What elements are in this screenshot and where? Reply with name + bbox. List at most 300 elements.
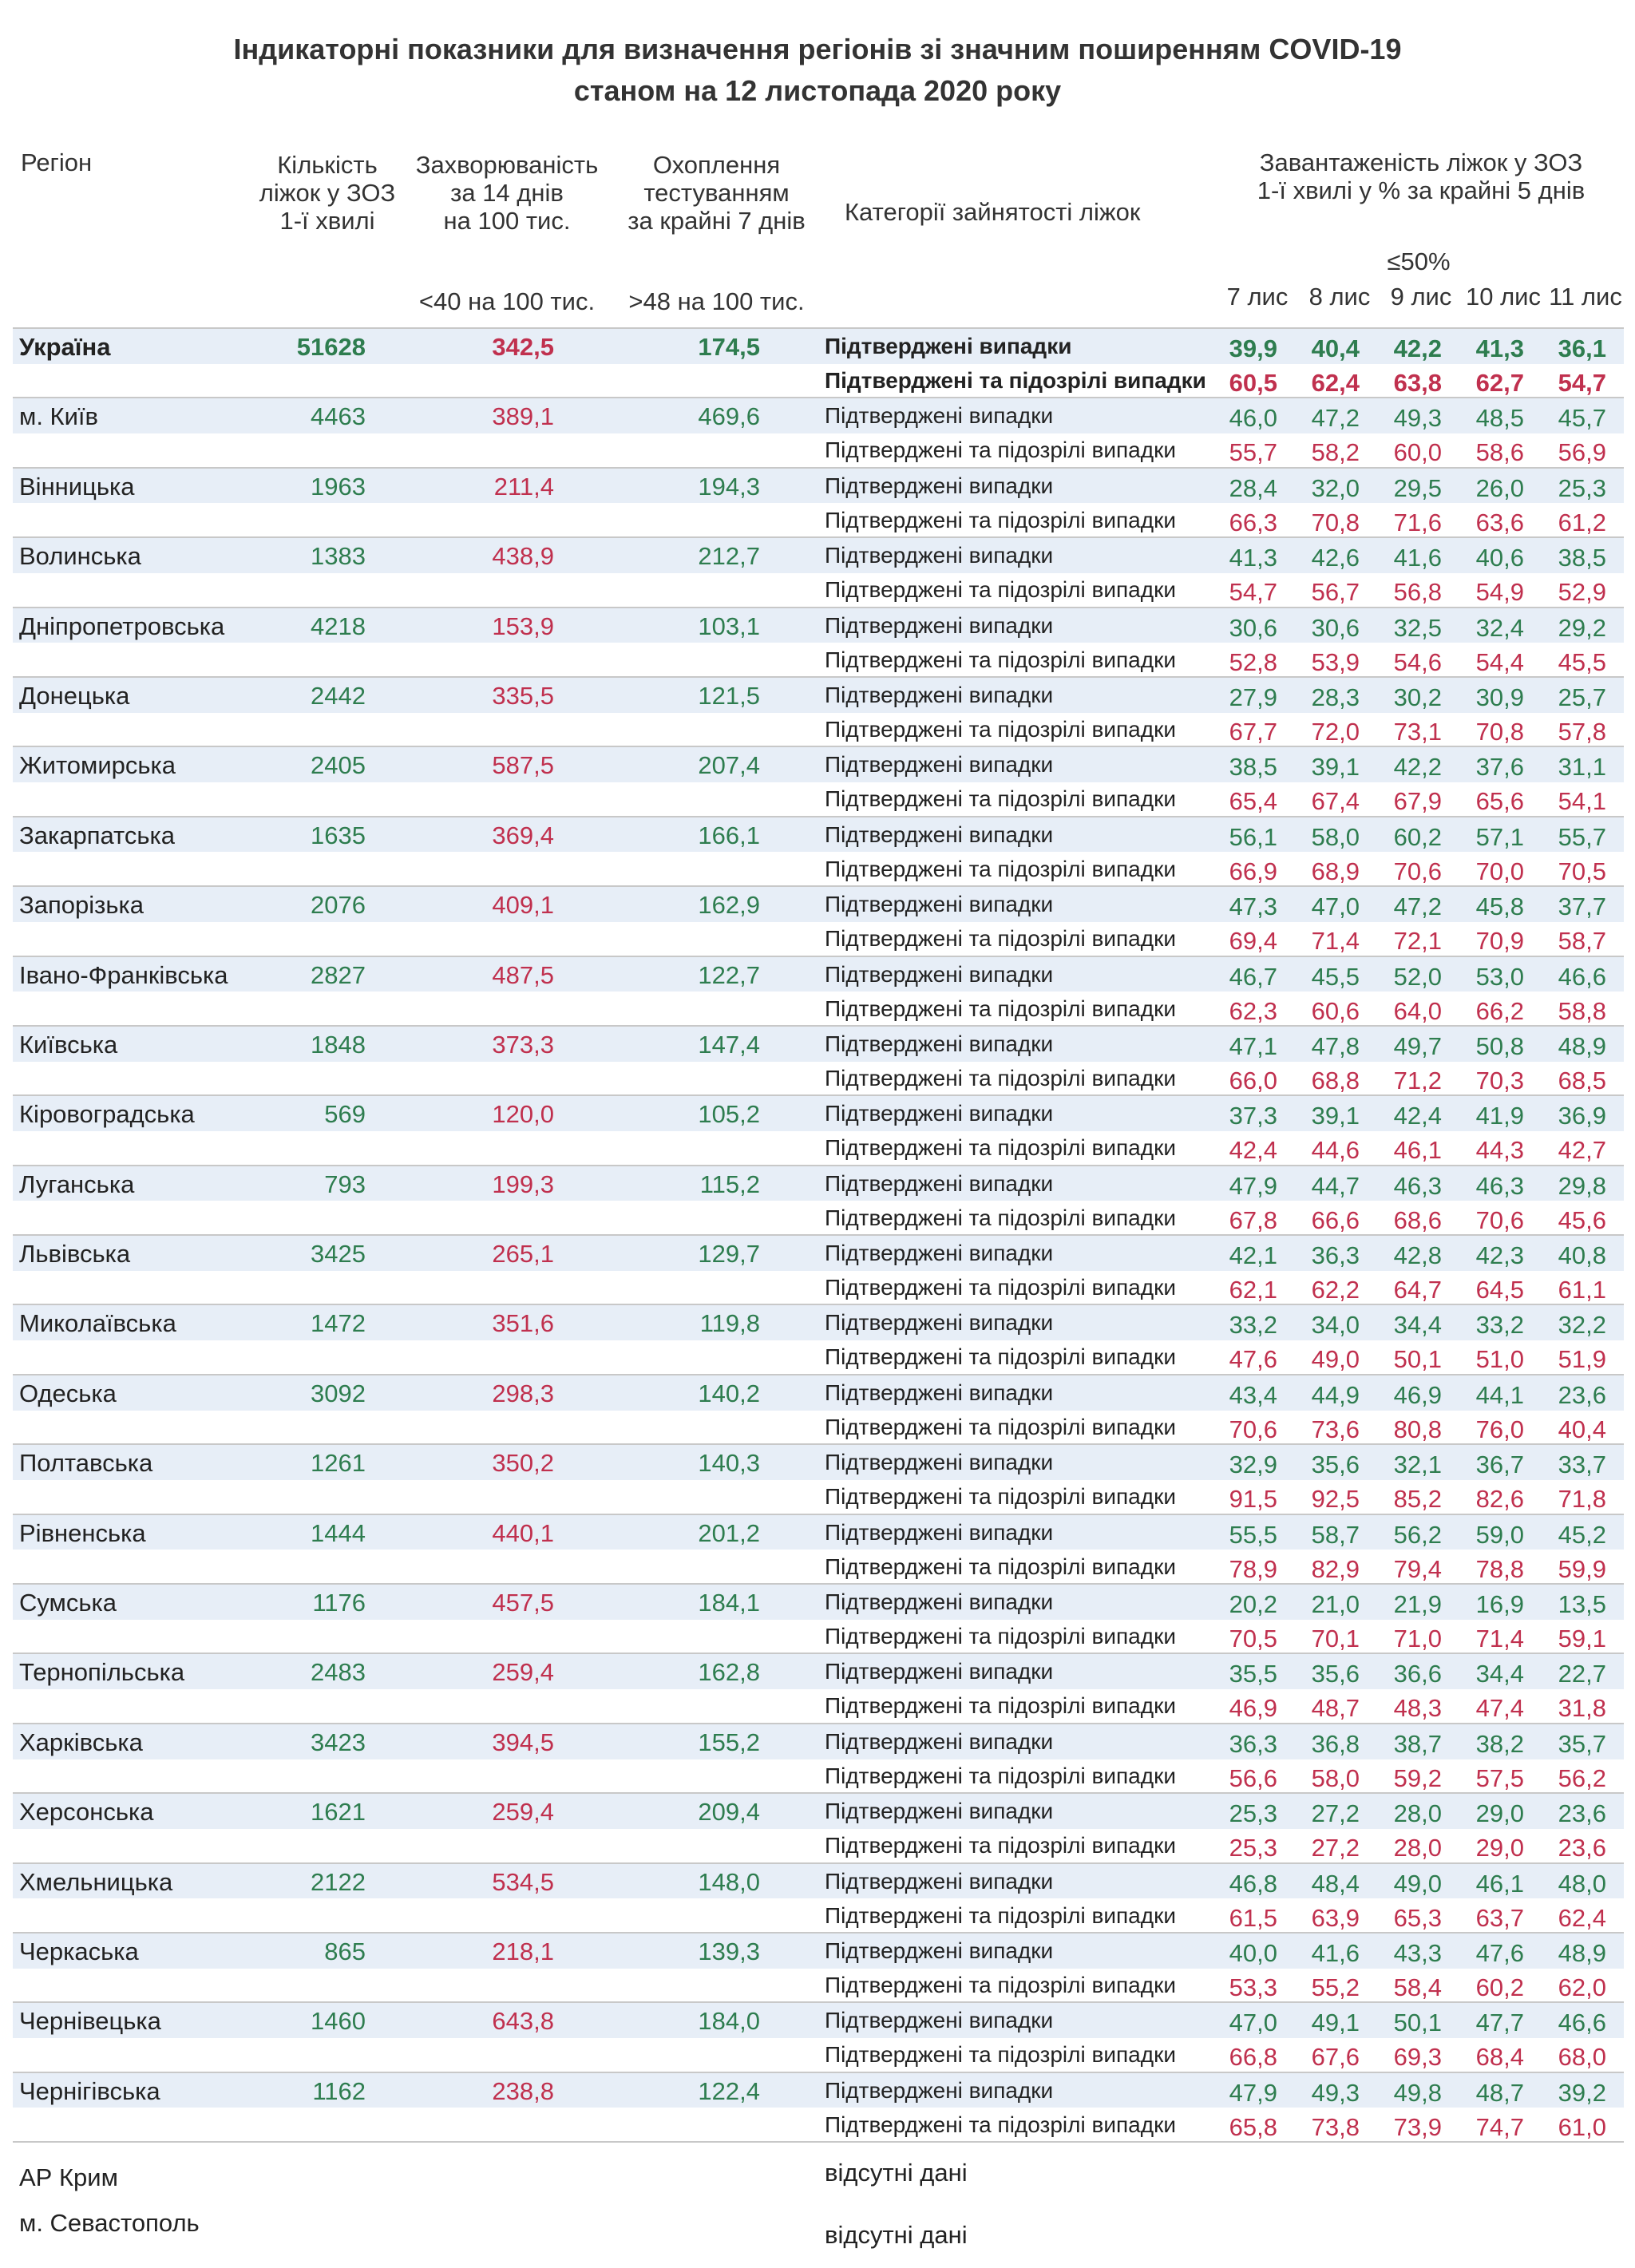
occupancy-suspected-value: 74,7 [1475, 2112, 1524, 2141]
beds-count: 2483 [311, 1658, 366, 1687]
region-name: Кіровоградська [19, 1100, 195, 1129]
occupancy-confirmed-value: 46,6 [1558, 2009, 1606, 2037]
occupancy-confirmed-value: 32,2 [1558, 1311, 1606, 1340]
occupancy-suspected-value: 69,4 [1229, 927, 1277, 956]
occupancy-confirmed-value: 48,0 [1558, 1869, 1606, 1898]
occupancy-confirmed-value: 48,9 [1558, 1031, 1606, 1060]
category-confirmed: Підтверджені випадки [825, 334, 1072, 358]
occupancy-suspected-value: 61,1 [1558, 1276, 1606, 1304]
category-confirmed-suspected: Підтверджені та підозрілі випадки [825, 1833, 1176, 1858]
category-confirmed-suspected: Підтверджені та підозрілі випадки [825, 786, 1176, 812]
occupancy-suspected-value: 44,3 [1475, 1136, 1524, 1165]
occupancy-confirmed-value: 36,9 [1558, 1102, 1606, 1130]
header-testing: Охоплення тестуванням за крайні 7 днів [627, 151, 806, 235]
occupancy-suspected-value: 91,5 [1229, 1485, 1277, 1514]
occupancy-confirmed-value: 42,3 [1475, 1241, 1524, 1270]
occupancy-confirmed-value: 47,0 [1311, 893, 1360, 921]
occupancy-confirmed-value: 21,9 [1393, 1590, 1442, 1619]
occupancy-confirmed-value: 42,8 [1393, 1241, 1442, 1270]
occupancy-suspected-value: 23,6 [1558, 1834, 1606, 1862]
occupancy-confirmed-value: 32,5 [1393, 613, 1442, 642]
occupancy-suspected-value: 78,9 [1229, 1554, 1277, 1583]
occupancy-confirmed-value: 38,5 [1229, 753, 1277, 782]
occupancy-confirmed-value: 31,1 [1558, 753, 1606, 782]
region-name: Одеська [19, 1379, 117, 1407]
category-confirmed: Підтверджені випадки [825, 2008, 1054, 2033]
occupancy-suspected-value: 65,3 [1393, 1903, 1442, 1932]
category-confirmed: Підтверджені випадки [825, 1379, 1054, 1405]
table-row [13, 1792, 1624, 1862]
occupancy-suspected-value: 54,6 [1393, 647, 1442, 676]
testing-value: 105,2 [698, 1100, 760, 1129]
occupancy-suspected-value: 64,7 [1393, 1276, 1442, 1304]
occupancy-suspected-value: 72,1 [1393, 927, 1442, 956]
table-row [13, 885, 1624, 955]
beds-count: 3092 [311, 1379, 366, 1407]
occupancy-suspected-value: 70,5 [1229, 1625, 1277, 1653]
occupancy-confirmed-value: 46,3 [1393, 1171, 1442, 1200]
occupancy-confirmed-value: 25,3 [1558, 473, 1606, 502]
category-confirmed-suspected: Підтверджені та підозрілі випадки [825, 1484, 1176, 1510]
occupancy-suspected-value: 58,8 [1558, 996, 1606, 1025]
incidence-value: 409,1 [492, 891, 554, 920]
category-confirmed-suspected: Підтверджені та підозрілі випадки [825, 856, 1176, 881]
testing-value: 155,2 [698, 1728, 760, 1756]
occupancy-suspected-value: 27,2 [1311, 1834, 1360, 1862]
occupancy-suspected-value: 59,1 [1558, 1625, 1606, 1653]
category-confirmed: Підтверджені випадки [825, 612, 1054, 638]
category-confirmed: Підтверджені випадки [825, 403, 1054, 429]
table-row [13, 956, 1624, 1025]
beds-count: 569 [324, 1100, 366, 1129]
occupancy-suspected-value: 63,9 [1311, 1903, 1360, 1932]
occupancy-suspected-value: 60,6 [1311, 996, 1360, 1025]
table-row [13, 1932, 1624, 2001]
header-beds: Кількість ліжок у ЗОЗ 1-ї хвилі [259, 151, 396, 235]
occupancy-confirmed-value: 48,7 [1475, 2078, 1524, 2107]
occupancy-suspected-value: 48,7 [1311, 1694, 1360, 1723]
occupancy-confirmed-value: 50,1 [1393, 2009, 1442, 2037]
occupancy-confirmed-value: 34,4 [1393, 1311, 1442, 1340]
occupancy-suspected-value: 67,7 [1229, 717, 1277, 746]
testing-value: 140,3 [698, 1449, 760, 1478]
testing-value: 129,7 [698, 1240, 760, 1269]
occupancy-confirmed-value: 47,8 [1311, 1031, 1360, 1060]
testing-value: 139,3 [698, 1937, 760, 1965]
occupancy-confirmed-value: 28,4 [1229, 473, 1277, 502]
occupancy-suspected-value: 73,6 [1311, 1415, 1360, 1443]
region-name: Київська [19, 1030, 118, 1059]
region-name: Рівненська [19, 1518, 146, 1547]
category-confirmed-suspected: Підтверджені та підозрілі випадки [825, 1902, 1176, 1928]
footer-note-sevastopol: відсутні дані [825, 2221, 968, 2250]
incidence-value: 369,4 [492, 821, 554, 849]
occupancy-confirmed-value: 41,6 [1393, 544, 1442, 572]
occupancy-confirmed-value: 35,5 [1229, 1660, 1277, 1688]
occupancy-suspected-value: 62,4 [1558, 1903, 1606, 1932]
occupancy-confirmed-value: 60,2 [1393, 822, 1442, 851]
incidence-value: 218,1 [492, 1937, 554, 1965]
occupancy-confirmed-value: 47,3 [1229, 893, 1277, 921]
occupancy-confirmed-value: 35,6 [1311, 1451, 1360, 1479]
occupancy-suspected-value: 71,8 [1558, 1485, 1606, 1514]
occupancy-suspected-value: 54,7 [1558, 369, 1606, 397]
occupancy-confirmed-value: 48,4 [1311, 1869, 1360, 1898]
occupancy-confirmed-value: 48,5 [1475, 404, 1524, 433]
incidence-value: 350,2 [492, 1449, 554, 1478]
category-confirmed-suspected: Підтверджені та підозрілі випадки [825, 1693, 1176, 1719]
occupancy-suspected-value: 82,9 [1311, 1554, 1360, 1583]
occupancy-confirmed-value: 30,9 [1475, 683, 1524, 711]
occupancy-suspected-value: 40,4 [1558, 1415, 1606, 1443]
region-name: Луганська [19, 1170, 135, 1198]
incidence-value: 487,5 [492, 960, 554, 989]
occupancy-suspected-value: 66,8 [1229, 2043, 1277, 2072]
occupancy-confirmed-value: 52,0 [1393, 962, 1442, 991]
occupancy-confirmed-value: 36,8 [1311, 1729, 1360, 1758]
category-confirmed: Підтверджені випадки [825, 1728, 1054, 1754]
occupancy-confirmed-value: 21,0 [1311, 1590, 1360, 1619]
occupancy-suspected-value: 65,8 [1229, 2112, 1277, 2141]
occupancy-suspected-value: 55,2 [1311, 1973, 1360, 2001]
occupancy-suspected-value: 63,8 [1393, 369, 1442, 397]
category-confirmed-suspected: Підтверджені та підозрілі випадки [825, 437, 1176, 463]
occupancy-suspected-value: 79,4 [1393, 1554, 1442, 1583]
occupancy-confirmed-value: 58,0 [1311, 822, 1360, 851]
category-confirmed: Підтверджені випадки [825, 892, 1054, 917]
occupancy-suspected-value: 51,9 [1558, 1345, 1606, 1374]
occupancy-confirmed-value: 29,8 [1558, 1171, 1606, 1200]
occupancy-suspected-value: 68,5 [1558, 1066, 1606, 1094]
beds-count: 1472 [311, 1309, 366, 1338]
testing-value: 209,4 [698, 1798, 760, 1827]
occupancy-suspected-value: 65,4 [1229, 787, 1277, 816]
occupancy-confirmed-value: 30,6 [1311, 613, 1360, 642]
occupancy-suspected-value: 28,0 [1393, 1834, 1442, 1862]
occupancy-confirmed-value: 47,2 [1393, 893, 1442, 921]
occupancy-suspected-value: 58,6 [1475, 438, 1524, 467]
occupancy-confirmed-value: 23,6 [1558, 1380, 1606, 1409]
category-confirmed-suspected: Підтверджені та підозрілі випадки [825, 2042, 1176, 2068]
testing-value: 148,0 [698, 1867, 760, 1896]
category-confirmed: Підтверджені випадки [825, 752, 1054, 778]
data-table [13, 327, 1624, 2141]
occupancy-suspected-value: 68,0 [1558, 2043, 1606, 2072]
occupancy-suspected-value: 56,9 [1558, 438, 1606, 467]
occupancy-confirmed-value: 39,1 [1311, 753, 1360, 782]
table-row [13, 397, 1624, 466]
table-row [13, 1653, 1624, 1722]
region-name: Львівська [19, 1240, 131, 1269]
category-confirmed-suspected: Підтверджені та підозрілі випадки [825, 2112, 1176, 2137]
beds-count: 1635 [311, 821, 366, 849]
table-row [13, 1165, 1624, 1234]
occupancy-suspected-value: 47,4 [1475, 1694, 1524, 1723]
occupancy-confirmed-value: 47,9 [1229, 1171, 1277, 1200]
occupancy-suspected-value: 63,7 [1475, 1903, 1524, 1932]
occupancy-suspected-value: 45,6 [1558, 1205, 1606, 1234]
occupancy-confirmed-value: 45,7 [1558, 404, 1606, 433]
occupancy-suspected-value: 56,8 [1393, 578, 1442, 607]
occupancy-suspected-value: 58,7 [1558, 927, 1606, 956]
occupancy-confirmed-value: 29,2 [1558, 613, 1606, 642]
region-name: Харківська [19, 1728, 143, 1756]
header-occupancy-threshold: ≤50% [1387, 247, 1451, 275]
occupancy-suspected-value: 70,8 [1475, 717, 1524, 746]
incidence-value: 643,8 [492, 2007, 554, 2036]
incidence-value: 457,5 [492, 1589, 554, 1617]
occupancy-suspected-value: 60,2 [1475, 1973, 1524, 2001]
testing-value: 207,4 [698, 751, 760, 780]
occupancy-suspected-value: 68,9 [1311, 857, 1360, 885]
incidence-value: 351,6 [492, 1309, 554, 1338]
region-name: Івано-Франківська [19, 960, 228, 989]
occupancy-confirmed-value: 33,2 [1475, 1311, 1524, 1340]
beds-count: 4463 [311, 402, 366, 431]
occupancy-suspected-value: 47,6 [1229, 1345, 1277, 1374]
occupancy-confirmed-value: 33,7 [1558, 1451, 1606, 1479]
table-row [13, 676, 1624, 746]
region-name: Тернопільська [19, 1658, 185, 1687]
occupancy-suspected-value: 70,5 [1558, 857, 1606, 885]
beds-count: 51628 [296, 333, 366, 361]
category-confirmed-suspected: Підтверджені та підозрілі випадки [825, 995, 1176, 1021]
occupancy-suspected-value: 59,2 [1393, 1763, 1442, 1792]
category-confirmed: Підтверджені випадки [825, 821, 1054, 847]
occupancy-suspected-value: 56,7 [1311, 578, 1360, 607]
occupancy-suspected-value: 67,8 [1229, 1205, 1277, 1234]
occupancy-suspected-value: 29,0 [1475, 1834, 1524, 1862]
occupancy-suspected-value: 48,3 [1393, 1694, 1442, 1723]
occupancy-confirmed-value: 43,3 [1393, 1938, 1442, 1967]
category-confirmed-suspected: Підтверджені та підозрілі випадки [825, 1065, 1176, 1090]
incidence-value: 534,5 [492, 1867, 554, 1896]
table-row [13, 1583, 1624, 1653]
occupancy-confirmed-value: 40,6 [1475, 544, 1524, 572]
footer-note-crimea: відсутні дані [825, 2159, 968, 2187]
occupancy-confirmed-value: 45,8 [1475, 893, 1524, 921]
region-name: Житомирська [19, 751, 176, 780]
occupancy-confirmed-value: 47,0 [1229, 2009, 1277, 2037]
header-day-4: 10 лис [1466, 283, 1541, 311]
occupancy-suspected-value: 58,0 [1311, 1763, 1360, 1792]
table-row [13, 1094, 1624, 1164]
incidence-value: 335,5 [492, 681, 554, 710]
occupancy-suspected-value: 78,8 [1475, 1554, 1524, 1583]
occupancy-confirmed-value: 13,5 [1558, 1590, 1606, 1619]
testing-value: 184,1 [698, 1589, 760, 1617]
table-row [13, 816, 1624, 885]
occupancy-confirmed-value: 45,5 [1311, 962, 1360, 991]
region-name: Донецька [19, 681, 130, 710]
occupancy-suspected-value: 67,6 [1311, 2043, 1360, 2072]
occupancy-confirmed-value: 46,8 [1229, 1869, 1277, 1898]
category-confirmed: Підтверджені випадки [825, 1241, 1054, 1266]
occupancy-suspected-value: 56,6 [1229, 1763, 1277, 1792]
occupancy-suspected-value: 54,4 [1475, 647, 1524, 676]
occupancy-confirmed-value: 33,2 [1229, 1311, 1277, 1340]
occupancy-confirmed-value: 41,3 [1229, 544, 1277, 572]
category-confirmed: Підтверджені випадки [825, 473, 1054, 498]
testing-value: 166,1 [698, 821, 760, 849]
table-row [13, 1723, 1624, 1792]
occupancy-confirmed-value: 36,3 [1229, 1729, 1277, 1758]
footer-region-sevastopol: м. Севастополь [19, 2209, 200, 2238]
category-confirmed-suspected: Підтверджені та підозрілі випадки [825, 577, 1176, 603]
occupancy-suspected-value: 62,3 [1229, 996, 1277, 1025]
occupancy-confirmed-value: 36,6 [1393, 1660, 1442, 1688]
occupancy-suspected-value: 73,8 [1311, 2112, 1360, 2141]
occupancy-confirmed-value: 46,9 [1393, 1380, 1442, 1409]
occupancy-suspected-value: 51,0 [1475, 1345, 1524, 1374]
incidence-value: 265,1 [492, 1240, 554, 1269]
occupancy-confirmed-value: 29,5 [1393, 473, 1442, 502]
occupancy-confirmed-value: 47,1 [1229, 1031, 1277, 1060]
testing-value: 121,5 [698, 681, 760, 710]
category-confirmed: Підтверджені випадки [825, 1519, 1054, 1545]
occupancy-suspected-value: 65,6 [1475, 787, 1524, 816]
category-confirmed-suspected: Підтверджені та підозрілі випадки [825, 926, 1176, 952]
occupancy-confirmed-value: 47,9 [1229, 2078, 1277, 2107]
occupancy-confirmed-value: 49,1 [1311, 2009, 1360, 2037]
category-confirmed: Підтверджені випадки [825, 543, 1054, 568]
occupancy-suspected-value: 42,4 [1229, 1136, 1277, 1165]
table-row [13, 1862, 1624, 1932]
beds-count: 2405 [311, 751, 366, 780]
occupancy-suspected-value: 52,9 [1558, 578, 1606, 607]
occupancy-confirmed-value: 49,3 [1393, 404, 1442, 433]
incidence-value: 259,4 [492, 1658, 554, 1687]
incidence-value: 342,5 [492, 333, 554, 361]
occupancy-confirmed-value: 32,4 [1475, 613, 1524, 642]
category-confirmed: Підтверджені випадки [825, 2077, 1054, 2103]
region-name: Вінницька [19, 472, 135, 501]
incidence-value: 587,5 [492, 751, 554, 780]
occupancy-suspected-value: 68,6 [1393, 1205, 1442, 1234]
occupancy-confirmed-value: 44,7 [1311, 1171, 1360, 1200]
occupancy-confirmed-value: 47,2 [1311, 404, 1360, 433]
occupancy-suspected-value: 46,9 [1229, 1694, 1277, 1723]
title-line-2: станом на 12 листопада 2020 року [573, 74, 1062, 107]
occupancy-suspected-value: 57,5 [1475, 1763, 1524, 1792]
occupancy-confirmed-value: 41,3 [1475, 334, 1524, 362]
occupancy-suspected-value: 70,3 [1475, 1066, 1524, 1094]
testing-value: 162,8 [698, 1658, 760, 1687]
occupancy-confirmed-value: 40,0 [1229, 1938, 1277, 1967]
incidence-value: 440,1 [492, 1518, 554, 1547]
occupancy-confirmed-value: 41,9 [1475, 1102, 1524, 1130]
occupancy-suspected-value: 44,6 [1311, 1136, 1360, 1165]
table-row [13, 327, 1624, 397]
occupancy-confirmed-value: 46,3 [1475, 1171, 1524, 1200]
occupancy-suspected-value: 80,8 [1393, 1415, 1442, 1443]
category-confirmed: Підтверджені випадки [825, 1799, 1054, 1824]
table-row [13, 536, 1624, 606]
occupancy-confirmed-value: 50,8 [1475, 1031, 1524, 1060]
occupancy-confirmed-value: 38,2 [1475, 1729, 1524, 1758]
occupancy-confirmed-value: 36,7 [1475, 1451, 1524, 1479]
header-day-2: 8 лис [1308, 283, 1371, 311]
beds-count: 1444 [311, 1518, 366, 1547]
region-name: м. Київ [19, 402, 98, 431]
occupancy-suspected-value: 53,9 [1311, 647, 1360, 676]
beds-count: 2122 [311, 1867, 366, 1896]
occupancy-confirmed-value: 37,7 [1558, 893, 1606, 921]
category-confirmed-suspected: Підтверджені та підозрілі випадки [825, 1275, 1176, 1300]
region-name: Дніпропетровська [19, 612, 225, 640]
occupancy-confirmed-value: 42,6 [1311, 544, 1360, 572]
beds-count: 865 [324, 1937, 366, 1965]
category-confirmed-suspected: Підтверджені та підозрілі випадки [825, 1135, 1176, 1161]
occupancy-suspected-value: 50,1 [1393, 1345, 1442, 1374]
occupancy-confirmed-value: 42,4 [1393, 1102, 1442, 1130]
occupancy-confirmed-value: 25,7 [1558, 683, 1606, 711]
table-row [13, 607, 1624, 676]
occupancy-suspected-value: 59,9 [1558, 1554, 1606, 1583]
incidence-value: 394,5 [492, 1728, 554, 1756]
occupancy-suspected-value: 70,1 [1311, 1625, 1360, 1653]
category-confirmed-suspected: Підтверджені та підозрілі випадки [825, 1763, 1176, 1788]
occupancy-suspected-value: 61,0 [1558, 2112, 1606, 2141]
occupancy-suspected-value: 82,6 [1475, 1485, 1524, 1514]
occupancy-suspected-value: 49,0 [1311, 1345, 1360, 1374]
category-confirmed-suspected: Підтверджені та підозрілі випадки [825, 368, 1206, 393]
occupancy-suspected-value: 72,0 [1311, 717, 1360, 746]
occupancy-suspected-value: 66,0 [1229, 1066, 1277, 1094]
incidence-value: 211,4 [493, 472, 554, 501]
beds-count: 2827 [311, 960, 366, 989]
occupancy-confirmed-value: 41,6 [1311, 1938, 1360, 1967]
testing-value: 184,0 [698, 2007, 760, 2036]
testing-value: 212,7 [698, 542, 760, 571]
occupancy-suspected-value: 58,2 [1311, 438, 1360, 467]
occupancy-suspected-value: 70,6 [1393, 857, 1442, 885]
occupancy-confirmed-value: 27,2 [1311, 1799, 1360, 1828]
table-row [13, 2001, 1624, 2071]
testing-value: 103,1 [698, 612, 760, 640]
incidence-value: 389,1 [492, 402, 554, 431]
header-incidence: Захворюваність за 14 днів на 100 тис. [415, 151, 599, 235]
incidence-value: 238,8 [492, 2076, 554, 2105]
occupancy-suspected-value: 62,0 [1558, 1973, 1606, 2001]
beds-count: 3423 [311, 1728, 366, 1756]
category-confirmed-suspected: Підтверджені та підозрілі випадки [825, 1205, 1176, 1230]
beds-count: 2442 [311, 681, 366, 710]
occupancy-suspected-value: 56,2 [1558, 1763, 1606, 1792]
occupancy-confirmed-value: 29,0 [1475, 1799, 1524, 1828]
occupancy-confirmed-value: 53,0 [1475, 962, 1524, 991]
table-row [13, 2072, 1624, 2141]
occupancy-suspected-value: 62,2 [1311, 1276, 1360, 1304]
testing-value: 174,5 [698, 333, 760, 361]
occupancy-confirmed-value: 55,5 [1229, 1520, 1277, 1549]
beds-count: 1848 [311, 1030, 366, 1059]
incidence-value: 153,9 [492, 612, 554, 640]
occupancy-confirmed-value: 49,3 [1311, 2078, 1360, 2107]
occupancy-suspected-value: 58,4 [1393, 1973, 1442, 2001]
header-category: Категорії зайнятості ліжок [845, 198, 1141, 226]
region-name: Чернівецька [19, 2007, 161, 2036]
region-name: Полтавська [19, 1449, 153, 1478]
category-confirmed: Підтверджені випадки [825, 961, 1054, 987]
occupancy-suspected-value: 67,4 [1311, 787, 1360, 816]
testing-value: 162,9 [698, 891, 760, 920]
occupancy-confirmed-value: 44,9 [1311, 1380, 1360, 1409]
occupancy-suspected-value: 62,7 [1475, 369, 1524, 397]
category-confirmed-suspected: Підтверджені та підозрілі випадки [825, 1414, 1176, 1439]
occupancy-suspected-value: 71,4 [1311, 927, 1360, 956]
region-name: Закарпатська [19, 821, 176, 849]
